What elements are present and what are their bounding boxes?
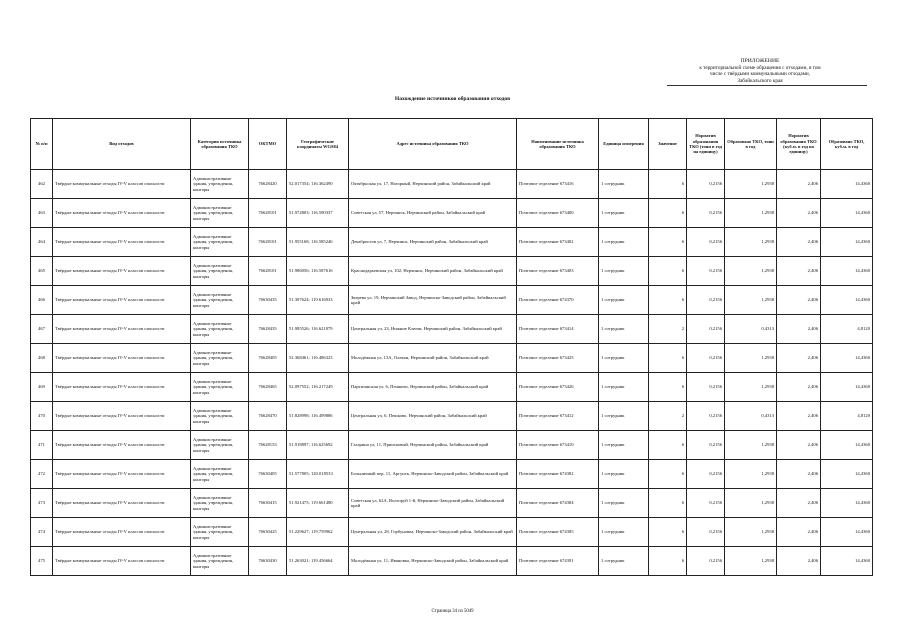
cell-norm-m3: 2,406 bbox=[777, 547, 821, 576]
table-row bbox=[31, 344, 873, 373]
cell-source-category: Административные здания, учреждения, конторы bbox=[191, 286, 249, 315]
table-row bbox=[31, 547, 873, 576]
cell-formed-tons: 1,2938 bbox=[725, 228, 777, 257]
cell-formed-tons: 1,2938 bbox=[725, 170, 777, 199]
cell-source-category: Административные здания, учреждения, конторы bbox=[191, 257, 249, 286]
cell-source-category: Административные здания, учреждения, конторы bbox=[191, 489, 249, 518]
cell-formed-m3: 14,4360 bbox=[821, 257, 873, 286]
cell-source-name: Почтовое отделение 673412 bbox=[517, 402, 599, 431]
cell-norm-tons: 0,2156 bbox=[687, 257, 725, 286]
appendix-block bbox=[645, 58, 875, 84]
cell-formed-tons: 1,2938 bbox=[725, 547, 777, 576]
cell-number: 472 bbox=[31, 460, 53, 489]
cell-number: 469 bbox=[31, 373, 53, 402]
cell-unit: 1 сотрудник bbox=[599, 170, 649, 199]
table-row bbox=[31, 460, 873, 489]
appendix-heading: ПРИЛОЖЕНИЕ bbox=[740, 58, 780, 64]
cell-source-category: Административные здания, учреждения, конторы bbox=[191, 315, 249, 344]
cell-norm-tons: 0,2156 bbox=[687, 518, 725, 547]
cell-norm-tons: 0,2156 bbox=[687, 286, 725, 315]
appendix-line: к территориальной схеме обращения с отходами, в том bbox=[699, 64, 821, 71]
cell-source-name: Почтовое отделение 673425 bbox=[517, 344, 599, 373]
cell-norm-m3: 2,406 bbox=[777, 344, 821, 373]
cell-coordinates: 52.017354; 116.362490 bbox=[287, 170, 349, 199]
cell-oktmo: 76628153 bbox=[249, 431, 287, 460]
cell-formed-tons: 1,2938 bbox=[725, 518, 777, 547]
cell-unit: 1 сотрудник bbox=[599, 257, 649, 286]
cell-formed-tons: 1,2938 bbox=[725, 431, 777, 460]
cell-formed-m3: 14,4360 bbox=[821, 489, 873, 518]
cell-norm-m3: 2,406 bbox=[777, 431, 821, 460]
table-row bbox=[31, 518, 873, 547]
cell-norm-m3: 2,406 bbox=[777, 402, 821, 431]
cell-norm-tons: 0,2156 bbox=[687, 199, 725, 228]
cell-formed-m3: 14,4360 bbox=[821, 344, 873, 373]
cell-source-category: Административные здания, учреждения, конторы bbox=[191, 402, 249, 431]
table-row bbox=[31, 286, 873, 315]
cell-value: 6 bbox=[649, 199, 687, 228]
cell-formed-m3: 14,4360 bbox=[821, 460, 873, 489]
cell-oktmo: 76628101 bbox=[249, 257, 287, 286]
cell-oktmo: 76630415 bbox=[249, 489, 287, 518]
table-row bbox=[31, 199, 873, 228]
cell-waste-type: Твёрдые коммунальные отходы IV-V классов опасности bbox=[53, 315, 191, 344]
cell-coordinates: 51.985526; 116.621079 bbox=[287, 315, 349, 344]
header-col-waste-type: Вид отходов bbox=[53, 119, 191, 170]
cell-formed-m3: 14,4360 bbox=[821, 228, 873, 257]
cell-waste-type: Твёрдые коммунальные отходы IV-V классов опасности bbox=[53, 547, 191, 576]
cell-address: Молодёжная ул, 13А, Олекан, Нерчинский район, Забайкальский край bbox=[349, 344, 517, 373]
cell-formed-tons: 1,2938 bbox=[725, 489, 777, 518]
table-row bbox=[31, 402, 873, 431]
cell-coordinates: 51.263021; 119.456664 bbox=[287, 547, 349, 576]
cell-source-category: Административные здания, учреждения, конторы bbox=[191, 431, 249, 460]
cell-unit: 1 сотрудник bbox=[599, 373, 649, 402]
cell-number: 474 bbox=[31, 518, 53, 547]
cell-norm-m3: 2,406 bbox=[777, 286, 821, 315]
header-col-value: Значение bbox=[649, 119, 687, 170]
cell-unit: 1 сотрудник bbox=[599, 286, 649, 315]
cell-address: Центральная ул, 6, Пешково, Нерчинский район, Забайкальский край bbox=[349, 402, 517, 431]
cell-source-name: Почтовое отделение 673426 bbox=[517, 373, 599, 402]
cell-norm-m3: 2,406 bbox=[777, 228, 821, 257]
cell-address: Партизанская ул, 6, Пешково, Нерчинский район, Забайкальский край bbox=[349, 373, 517, 402]
cell-source-name: Почтовое отделение 673403 bbox=[517, 257, 599, 286]
cell-source-name: Почтовое отделение 674391 bbox=[517, 547, 599, 576]
table-row bbox=[31, 228, 873, 257]
page-number: Страница 34 из 5049 bbox=[431, 609, 474, 614]
cell-coordinates: 52.368461; 116.486323 bbox=[287, 344, 349, 373]
cell-waste-type: Твёрдые коммунальные отходы IV-V классов опасности bbox=[53, 431, 191, 460]
cell-unit: 1 сотрудник bbox=[599, 199, 649, 228]
cell-norm-m3: 2,406 bbox=[777, 460, 821, 489]
cell-value: 6 bbox=[649, 228, 687, 257]
table-row bbox=[31, 257, 873, 286]
cell-formed-tons: 1,2938 bbox=[725, 286, 777, 315]
cell-value: 6 bbox=[649, 373, 687, 402]
cell-oktmo: 76628420 bbox=[249, 170, 287, 199]
cell-waste-type: Твёрдые коммунальные отходы IV-V классов опасности bbox=[53, 286, 191, 315]
cell-address: Советская ул, 62А, Волгоруй 1-й, Нерчинско-Заводский район, Забайкальский край bbox=[349, 489, 517, 518]
cell-value: 6 bbox=[649, 286, 687, 315]
cell-oktmo: 76628405 bbox=[249, 344, 287, 373]
cell-address: Зверева ул, 19, Нерчинский Завод, Нерчинско-Заводский район, Забайкальский край bbox=[349, 286, 517, 315]
cell-formed-m3: 14,4360 bbox=[821, 431, 873, 460]
cell-source-category: Административные здания, учреждения, конторы bbox=[191, 228, 249, 257]
cell-number: 463 bbox=[31, 199, 53, 228]
cell-value: 6 bbox=[649, 518, 687, 547]
cell-norm-m3: 2,406 bbox=[777, 199, 821, 228]
cell-value: 6 bbox=[649, 547, 687, 576]
cell-waste-type: Твёрдые коммунальные отходы IV-V классов опасности bbox=[53, 170, 191, 199]
cell-norm-m3: 2,406 bbox=[777, 170, 821, 199]
cell-formed-tons: 1,2938 bbox=[725, 257, 777, 286]
cell-address: Молодёжная ул, 11, Ивановка, Нерчинско-Заводский район, Забайкальский край bbox=[349, 547, 517, 576]
appendix-rule bbox=[667, 85, 867, 86]
cell-source-name: Почтовое отделение 674385 bbox=[517, 518, 599, 547]
cell-unit: 1 сотрудник bbox=[599, 344, 649, 373]
cell-address: Центральная ул, 23, Нижние Ключи, Нерчинский район, Забайкальский край bbox=[349, 315, 517, 344]
cell-source-name: Почтовое отделение 674370 bbox=[517, 286, 599, 315]
cell-oktmo: 76628435 bbox=[249, 315, 287, 344]
cell-formed-tons: 0,4313 bbox=[725, 315, 777, 344]
cell-waste-type: Твёрдые коммунальные отходы IV-V классов опасности bbox=[53, 199, 191, 228]
table-header-row bbox=[31, 119, 873, 170]
cell-coordinates: 51.921475; 119.661480 bbox=[287, 489, 349, 518]
header-col-address: Адрес источника образования ТКО bbox=[349, 119, 517, 170]
cell-oktmo: 76630435 bbox=[249, 286, 287, 315]
cell-number: 466 bbox=[31, 286, 53, 315]
cell-unit: 1 сотрудник bbox=[599, 315, 649, 344]
cell-unit: 1 сотрудник bbox=[599, 460, 649, 489]
cell-address: Советская ул, 57, Нерчинск, Нерчинский район, Забайкальский край bbox=[349, 199, 517, 228]
header-col-norm-tons: Норматив образования ТКО (тонн в год на единицу) bbox=[687, 119, 725, 170]
cell-source-name: Почтовое отделение 673416 bbox=[517, 170, 599, 199]
cell-formed-m3: 14,4360 bbox=[821, 547, 873, 576]
cell-norm-tons: 0,2156 bbox=[687, 489, 725, 518]
cell-norm-tons: 0,2156 bbox=[687, 228, 725, 257]
table-row bbox=[31, 315, 873, 344]
cell-oktmo: 76630405 bbox=[249, 460, 287, 489]
cell-address: Больничный пер, 11, Аргунск, Нерчинско-Заводский район, Забайкальский край bbox=[349, 460, 517, 489]
cell-oktmo: 76628470 bbox=[249, 402, 287, 431]
cell-source-category: Административные здания, учреждения, конторы bbox=[191, 547, 249, 576]
header-col-unit: Единица измерения bbox=[599, 119, 649, 170]
cell-formed-m3: 14,4360 bbox=[821, 286, 873, 315]
cell-norm-tons: 0,2156 bbox=[687, 315, 725, 344]
cell-formed-tons: 0,4313 bbox=[725, 402, 777, 431]
cell-number: 475 bbox=[31, 547, 53, 576]
appendix-line: Забайкальского края bbox=[737, 77, 783, 84]
cell-unit: 1 сотрудник bbox=[599, 402, 649, 431]
cell-coordinates: 51.229627; 119.759962 bbox=[287, 518, 349, 547]
cell-norm-tons: 0,2156 bbox=[687, 344, 725, 373]
cell-address: Октябрьская ул, 17, Нагорный, Нерчинский район, Забайкальский край bbox=[349, 170, 517, 199]
cell-number: 470 bbox=[31, 402, 53, 431]
appendix-line: числе с твёрдыми коммунальными отходами, bbox=[709, 71, 811, 78]
sources-table bbox=[30, 118, 873, 576]
cell-norm-m3: 2,406 bbox=[777, 373, 821, 402]
cell-norm-m3: 2,406 bbox=[777, 518, 821, 547]
header-col-oktmo: ОКТМО bbox=[249, 119, 287, 170]
cell-formed-tons: 1,2938 bbox=[725, 199, 777, 228]
cell-formed-m3: 14,4360 bbox=[821, 170, 873, 199]
header-col-norm-m3: Норматив образования ТКО (куб.м. в год на единицу) bbox=[777, 119, 821, 170]
cell-coordinates: 51.972803; 116.590337 bbox=[287, 199, 349, 228]
cell-formed-m3: 4,8120 bbox=[821, 315, 873, 344]
header-col-formed-tons: Образовано ТКО, тонн в год bbox=[725, 119, 777, 170]
cell-address: Декабристов ул, 7, Нерчинск, Нерчинский район, Забайкальский край bbox=[349, 228, 517, 257]
table-row bbox=[31, 373, 873, 402]
cell-source-name: Почтовое отделение 674382 bbox=[517, 460, 599, 489]
cell-number: 462 bbox=[31, 170, 53, 199]
cell-number: 468 bbox=[31, 344, 53, 373]
cell-source-name: Почтовое отделение 674384 bbox=[517, 489, 599, 518]
cell-value: 6 bbox=[649, 170, 687, 199]
cell-waste-type: Твёрдые коммунальные отходы IV-V классов опасности bbox=[53, 257, 191, 286]
cell-formed-tons: 1,2938 bbox=[725, 344, 777, 373]
cell-norm-m3: 2,406 bbox=[777, 315, 821, 344]
cell-address: Центральная ул, 28, Горбуновка, Нерчинско-Заводский район, Забайкальский край bbox=[349, 518, 517, 547]
cell-coordinates: 51.955168; 116.585246 bbox=[287, 228, 349, 257]
cell-number: 473 bbox=[31, 489, 53, 518]
cell-formed-m3: 14,4360 bbox=[821, 199, 873, 228]
cell-source-name: Почтовое отделение 673410 bbox=[517, 431, 599, 460]
cell-waste-type: Твёрдые коммунальные отходы IV-V классов опасности bbox=[53, 344, 191, 373]
cell-norm-m3: 2,406 bbox=[777, 257, 821, 286]
cell-number: 464 bbox=[31, 228, 53, 257]
cell-coordinates: 51.918897; 116.625692 bbox=[287, 431, 349, 460]
cell-unit: 1 сотрудник bbox=[599, 489, 649, 518]
cell-value: 6 bbox=[649, 460, 687, 489]
cell-unit: 1 сотрудник bbox=[599, 518, 649, 547]
cell-norm-tons: 0,2156 bbox=[687, 431, 725, 460]
table-row bbox=[31, 489, 873, 518]
cell-number: 467 bbox=[31, 315, 53, 344]
cell-waste-type: Твёрдые коммунальные отходы IV-V классов опасности bbox=[53, 518, 191, 547]
cell-source-category: Административные здания, учреждения, конторы bbox=[191, 199, 249, 228]
cell-waste-type: Твёрдые коммунальные отходы IV-V классов опасности bbox=[53, 373, 191, 402]
cell-formed-m3: 4,8120 bbox=[821, 402, 873, 431]
cell-norm-m3: 2,406 bbox=[777, 489, 821, 518]
cell-value: 2 bbox=[649, 402, 687, 431]
cell-formed-m3: 14,4360 bbox=[821, 373, 873, 402]
cell-address: Гагарина ул, 11, Приисковый, Нерчинский район, Забайкальский край bbox=[349, 431, 517, 460]
cell-value: 6 bbox=[649, 431, 687, 460]
table-row bbox=[31, 170, 873, 199]
cell-norm-tons: 0,2156 bbox=[687, 460, 725, 489]
cell-value: 6 bbox=[649, 257, 687, 286]
cell-address: Краснодарьевская ул, 102, Нерчинск, Нерчинский район, Забайкальский край bbox=[349, 257, 517, 286]
cell-source-category: Административные здания, учреждения, конторы bbox=[191, 373, 249, 402]
cell-norm-tons: 0,2156 bbox=[687, 547, 725, 576]
header-col-source-name: Наименование источника образования ТКО bbox=[517, 119, 599, 170]
cell-source-name: Почтовое отделение 673414 bbox=[517, 315, 599, 344]
cell-source-category: Административные здания, учреждения, конторы bbox=[191, 460, 249, 489]
cell-source-name: Почтовое отделение 673400 bbox=[517, 199, 599, 228]
table-row bbox=[31, 431, 873, 460]
cell-oktmo: 76630425 bbox=[249, 518, 287, 547]
cell-coordinates: 51.577805; 120.018533 bbox=[287, 460, 349, 489]
cell-formed-m3: 14,4360 bbox=[821, 518, 873, 547]
cell-oktmo: 76628101 bbox=[249, 228, 287, 257]
cell-waste-type: Твёрдые коммунальные отходы IV-V классов опасности bbox=[53, 460, 191, 489]
document-title: Нахождение источников образования отходов bbox=[394, 96, 511, 102]
cell-coordinates: 52.097552; 116.217249 bbox=[287, 373, 349, 402]
cell-source-name: Почтовое отделение 673402 bbox=[517, 228, 599, 257]
cell-coordinates: 51.307624; 119.616933 bbox=[287, 286, 349, 315]
header-col-formed-m3: Образовано ТКО, куб.м. в год bbox=[821, 119, 873, 170]
cell-norm-tons: 0,2156 bbox=[687, 373, 725, 402]
cell-source-category: Административные здания, учреждения, конторы bbox=[191, 170, 249, 199]
cell-unit: 1 сотрудник bbox=[599, 228, 649, 257]
cell-coordinates: 51.986056; 116.587616 bbox=[287, 257, 349, 286]
cell-unit: 1 сотрудник bbox=[599, 547, 649, 576]
header-col-coordinates: Географические координаты WGS84 bbox=[287, 119, 349, 170]
cell-unit: 1 сотрудник bbox=[599, 431, 649, 460]
header-col-number: № п/п bbox=[31, 119, 53, 170]
cell-oktmo: 76628465 bbox=[249, 373, 287, 402]
cell-oktmo: 76630430 bbox=[249, 547, 287, 576]
cell-norm-tons: 0,2156 bbox=[687, 170, 725, 199]
cell-oktmo: 76628101 bbox=[249, 199, 287, 228]
table-body bbox=[31, 170, 873, 576]
cell-number: 471 bbox=[31, 431, 53, 460]
cell-formed-tons: 1,2938 bbox=[725, 373, 777, 402]
header-col-source-category: Категория источника образования ТКО bbox=[191, 119, 249, 170]
cell-waste-type: Твёрдые коммунальные отходы IV-V классов опасности bbox=[53, 489, 191, 518]
cell-number: 465 bbox=[31, 257, 53, 286]
cell-formed-tons: 1,2938 bbox=[725, 460, 777, 489]
cell-source-category: Административные здания, учреждения, конторы bbox=[191, 518, 249, 547]
cell-value: 6 bbox=[649, 489, 687, 518]
cell-norm-tons: 0,2156 bbox=[687, 402, 725, 431]
cell-coordinates: 51.828998; 116.499886 bbox=[287, 402, 349, 431]
cell-source-category: Административные здания, учреждения, конторы bbox=[191, 344, 249, 373]
cell-waste-type: Твёрдые коммунальные отходы IV-V классов опасности bbox=[53, 228, 191, 257]
cell-waste-type: Твёрдые коммунальные отходы IV-V классов опасности bbox=[53, 402, 191, 431]
cell-value: 6 bbox=[649, 344, 687, 373]
cell-value: 2 bbox=[649, 315, 687, 344]
